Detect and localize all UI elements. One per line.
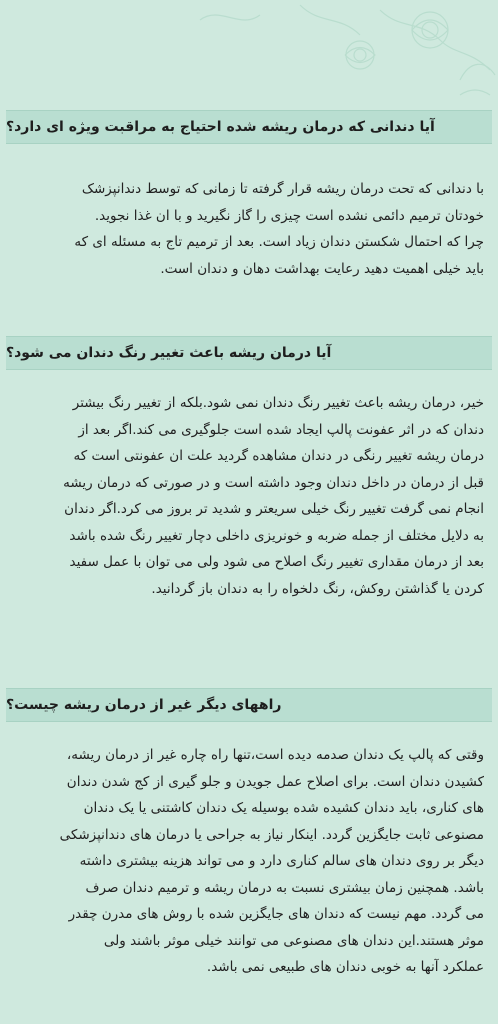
heading-text: راههای دیگر غیر از درمان ریشه چیست؟ <box>6 697 282 713</box>
heading-text: آیا دندانی که درمان ریشه شده احتیاج به مراقبت ویژه ای دارد؟ <box>6 119 435 135</box>
text-line: وقتی که پالپ یک دندان صدمه دیده است،تنها راه چاره غیر از درمان ریشه، <box>66 747 484 763</box>
paragraph-2 <box>10 390 484 602</box>
section-heading-1 <box>6 110 492 144</box>
text-line: خیر، درمان ریشه باعث تغییر رنگ دندان نمی شود.بلکه از تغییر رنگ بیشتر <box>72 395 484 411</box>
paragraph-3 <box>10 742 484 981</box>
text-line: درمان ریشه تغییر رنگی در دندان مشاهده گردید علت ان عفونتی است که <box>73 448 484 464</box>
text-line: دندان که در اثر عفونت پالپ ایجاد شده است جلوگیری می کند.اگر بعد از <box>78 421 484 438</box>
paragraph-1 <box>10 176 484 282</box>
text-line: خودتان ترمیم دائمی نشده است چیزی را گاز نگیرید و با ان غذا نجوید. <box>94 207 484 224</box>
text-line: قبل از درمان در داخل دندان وجود داشته است و در صورتی که درمان ریشه <box>63 474 484 491</box>
text-line: می گردد. مهم نیست که دندان های جایگزین شده با روش های مدرن چقدر <box>68 906 484 922</box>
heading-text: آیا درمان ریشه باعث تغییر رنگ دندان می شود؟ <box>6 345 332 361</box>
text-line: با دندانی که تحت درمان ریشه قرار گرفته تا زمانی که توسط دندانپزشک <box>81 181 484 197</box>
text-line: کشیدن دندان است. برای اصلاح عمل جویدن و جلو گیری از کج شدن دندان <box>66 773 484 790</box>
text-line: باشد. همچنین زمان بیشتری نسبت به درمان ریشه و ترمیم دندان صرف <box>85 879 484 896</box>
text-line: بعد از درمان مقداری تغییر رنگ اصلاح می شود ولی می توان با عمل سفید <box>69 554 484 570</box>
text-line: به دلایل مختلف از جمله ضربه و خونریزی داخلی دچار تغییر رنگ شده باشد <box>69 527 484 544</box>
text-line: های کناری، باید دندان کشیده شده بوسیله یک دندان کاشتنی یا یک دندان <box>83 800 484 816</box>
text-line: انجام نمی گرفت تغییر رنگ خیلی سریعتر و شدید تر بروز می کرد.اگر دندان <box>64 501 484 517</box>
section-heading-2 <box>6 336 492 370</box>
section-heading-3 <box>6 688 492 722</box>
text-line: چرا که احتمال شکستن دندان زیاد است. بعد از ترمیم تاج به مسئله ای که <box>74 234 484 250</box>
text-line: مصنوعی ثابت جایگزین گردد. اینکار نیاز به جراحی یا درمان های دندانپزشکی <box>59 826 484 843</box>
text-line: دیگر بر روی دندان های سالم کناری دارد و می تواند هزینه بیشتری داشته <box>79 853 484 869</box>
floral-decoration <box>0 0 498 110</box>
text-line: عملکرد آنها به خوبی دندان های طبیعی نمی باشد. <box>206 959 484 975</box>
text-line: موثر هستند.این دندان های مصنوعی می توانند خیلی موثر باشند ولی <box>103 932 484 949</box>
text-line: باید خیلی اهمیت دهید رعایت بهداشت دهان و دندان است. <box>160 260 484 277</box>
text-line: کردن یا گذاشتن روکش، رنگ دلخواه را به دندان باز گردانید. <box>151 580 484 597</box>
